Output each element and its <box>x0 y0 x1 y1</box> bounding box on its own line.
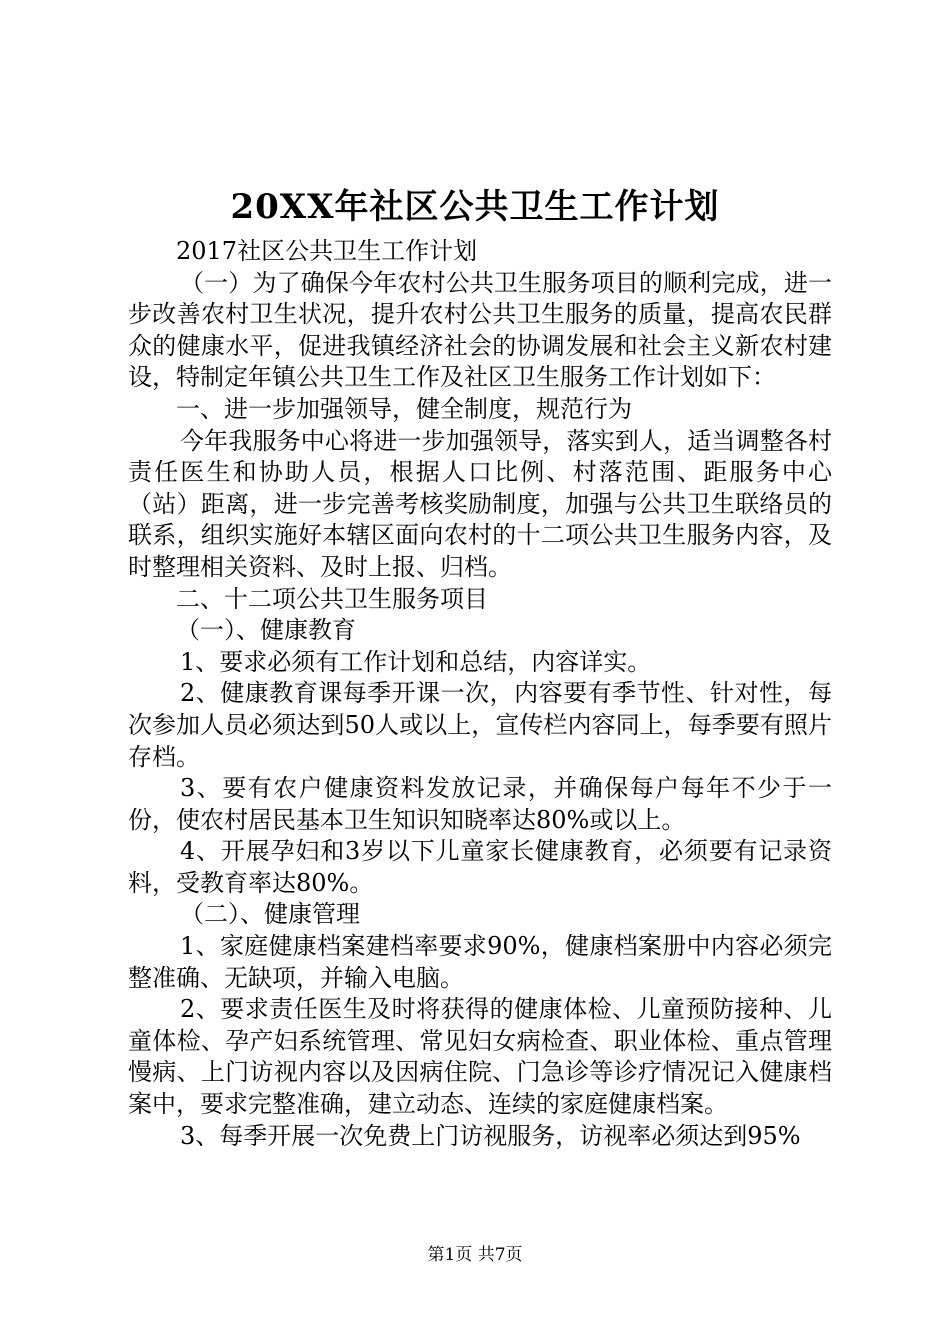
subsection-heading: （二）、健康管理 <box>180 900 360 929</box>
document-body <box>128 236 832 1152</box>
section-heading: 一、进一步加强领导，健全制度，规范行为 <box>176 394 632 423</box>
document-title: 20XX年社区公共卫生工作计划 <box>230 187 720 227</box>
paragraph: 今年我服务中心将进一步加强领导，落实到人，适当调整各村责任医生和协助人员，根据人口比例、村落范围、距服务中心（站）距离，进一步完善考核奖励制度，加强与公共卫生联络员的联系，组织实施好本辖区面向农村的十二项公共卫生服务内容，及时整理相关资料、及时上报、归档。 <box>128 426 832 581</box>
list-item: 4、开展孕妇和3岁以下儿童家长健康教育，必须要有记录资料，受教育率达80%。 <box>128 837 832 897</box>
list-item: 3、每季开展一次免费上门访视服务，访视率必须达到95% <box>180 1121 801 1150</box>
list-item: 2、要求责任医生及时将获得的健康体检、儿童预防接种、儿童体检、孕产妇系统管理、常见妇女病检查、职业体检、重点管理慢病、上门访视内容以及因病住院、门急诊等诊疗情况记入健康档案中，要求完整准确，建立动态、连续的家庭健康档案。 <box>128 995 832 1119</box>
paragraph: 2017社区公共卫生工作计划 <box>176 237 478 265</box>
subsection-heading: （一）、健康教育 <box>176 616 356 645</box>
page-number: 第1页 共7页 <box>427 1245 523 1265</box>
list-item: 3、要有农户健康资料发放记录，并确保每户每年不少于一份，使农村居民基本卫生知识知晓率达80%或以上。 <box>128 774 832 834</box>
list-item: 1、要求必须有工作计划和总结，内容详实。 <box>180 647 652 676</box>
paragraph: （一）为了确保今年农村公共卫生服务项目的顺利完成，进一步改善农村卫生状况，提升农村公共卫生服务的质量，提高农民群众的健康水平，促进我镇经济社会的协调发展和社会主义新农村建设，特制定年镇公共卫生工作及社区卫生服务工作计划如下： <box>128 268 832 392</box>
list-item: 1、家庭健康档案建档率要求90%，健康档案册中内容必须完整准确、无缺项，并输入电脑。 <box>128 932 832 992</box>
section-heading: 二、十二项公共卫生服务项目 <box>176 584 488 613</box>
list-item: 2、健康教育课每季开课一次，内容要有季节性、针对性，每次参加人员必须达到50人或以上，宣传栏内容同上，每季要有照片存档。 <box>128 679 832 771</box>
